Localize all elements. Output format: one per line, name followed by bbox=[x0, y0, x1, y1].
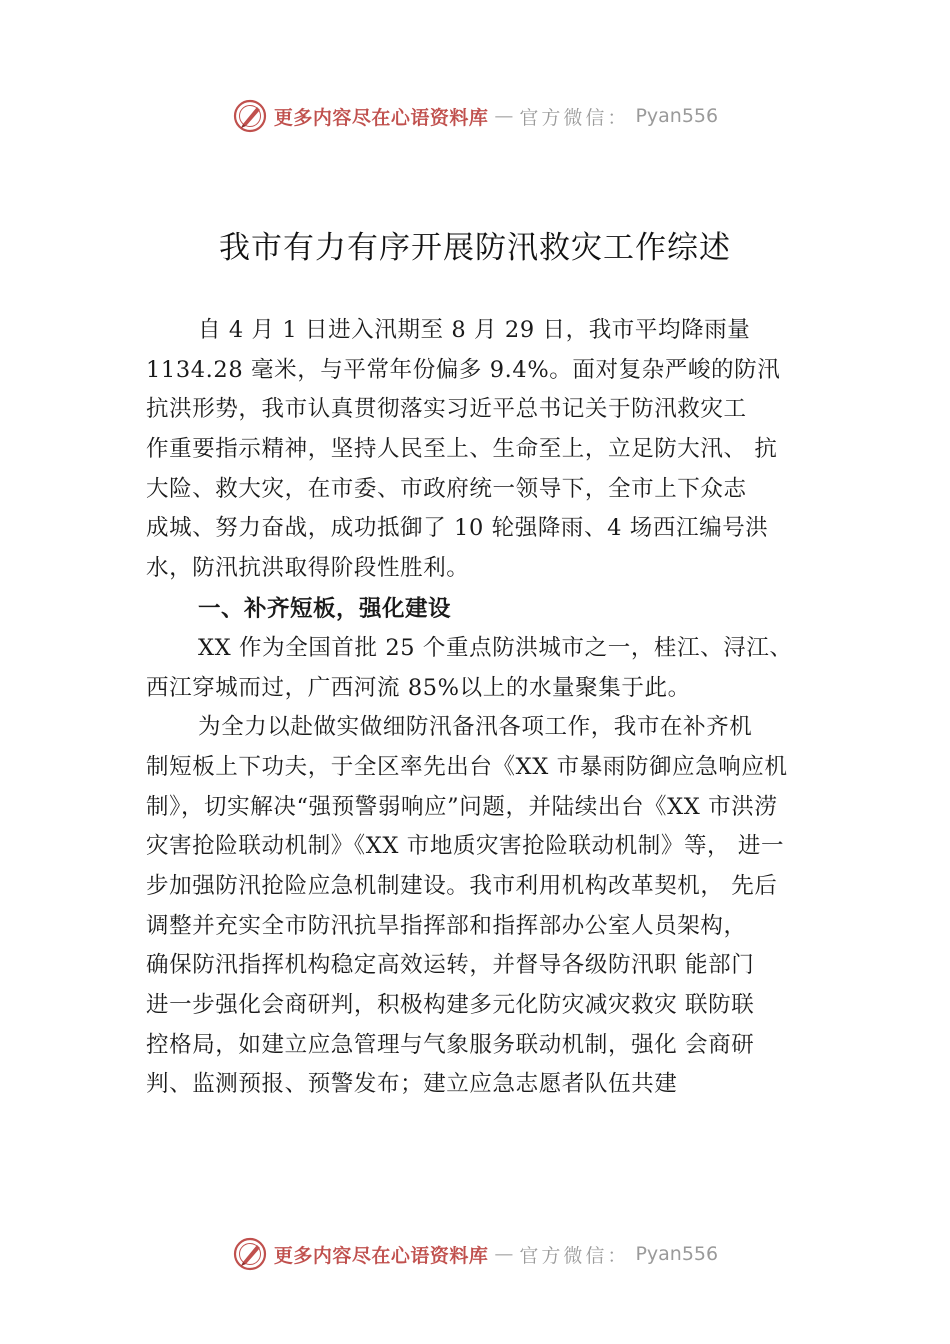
paragraph-line: 水，防汛抗洪取得阶段性胜利。 bbox=[146, 555, 470, 582]
watermark-banner-top bbox=[0, 96, 950, 136]
paragraph-line: 作重要指示精神，坚持人民至上、生命至上，立足防大汛、 抗 bbox=[146, 436, 778, 463]
paragraph-line: 灾害抢险联动机制》《XX 市地质灾害抢险联动机制》等， 进一 bbox=[146, 833, 785, 860]
paragraph-line: 1134.28 毫米，与平常年份偏多 9.4%。面对复杂严峻的防汛 bbox=[146, 356, 781, 383]
page-title: 我市有力有序开展防汛救灾工作综述 bbox=[219, 230, 731, 266]
pen-seal-logo-icon bbox=[232, 1236, 268, 1272]
banner-wechat-id: Pyan556 bbox=[635, 1243, 719, 1265]
banner-wechat-id: Pyan556 bbox=[635, 105, 719, 127]
paragraph-line: 确保防汛指挥机构稳定高效运转，并督导各级防汛职 能部门 bbox=[146, 952, 755, 979]
paragraph-line: 步加强防汛抢险应急机制建设。我市利用机构改革契机， 先后 bbox=[146, 872, 778, 899]
paragraph-line: 西江穿城而过，广西河流 85%以上的水量聚集于此。 bbox=[146, 674, 691, 701]
paragraph-line: 为全力以赴做实做细防汛备汛各项工作，我市在补齐机 bbox=[198, 714, 753, 741]
paragraph-line: 制》，切实解决“强预警弱响应”问题，并陆续出台《XX 市洪涝 bbox=[146, 793, 778, 820]
paragraph-line: 调整并充实全市防汛抗旱指挥部和指挥部办公室人员架构， bbox=[146, 912, 747, 939]
paragraph-line: 大险、救大灾，在市委、市政府统一领导下，全市上下众志 bbox=[146, 475, 747, 502]
paragraph-line: XX 作为全国首批 25 个重点防洪城市之一，桂江、浔江、 bbox=[198, 634, 793, 661]
banner-separator: — bbox=[494, 1243, 514, 1265]
paragraph-line: 抗洪形势，我市认真贯彻落实习近平总书记关于防汛救灾工 bbox=[146, 396, 747, 423]
banner-separator: — bbox=[494, 105, 514, 127]
paragraph-line: 制短板上下功夫，于全区率先出台《XX 市暴雨防御应急响应机 bbox=[146, 753, 788, 780]
paragraph-line: 控格局，如建立应急管理与气象服务联动机制，强化 会商研 bbox=[146, 1031, 755, 1058]
banner-wechat-label: 官方微信： bbox=[519, 106, 630, 129]
paragraph-line: 判、监测预报、预警发布；建立应急志愿者队伍共建 bbox=[146, 1071, 678, 1098]
banner-wechat-label: 官方微信： bbox=[519, 1244, 630, 1267]
paragraph-line: 自 4 月 1 日进入汛期至 8 月 29 日，我市平均降雨量 bbox=[198, 317, 751, 343]
paragraph-line: 成城、努力奋战，成功抵御了 10 轮强降雨、4 场西江编号洪 bbox=[146, 515, 769, 542]
section-heading: 一、补齐短板，强化建设 bbox=[198, 595, 452, 622]
document-body bbox=[146, 311, 832, 1105]
watermark-banner-bottom bbox=[0, 1234, 950, 1274]
pen-seal-logo-icon bbox=[232, 98, 268, 134]
paragraph-line: 进一步强化会商研判，积极构建多元化防灾减灾救灾 联防联 bbox=[146, 992, 755, 1018]
banner-promo-text: 更多内容尽在心语资料库 bbox=[273, 106, 489, 129]
banner-promo-text: 更多内容尽在心语资料库 bbox=[273, 1244, 489, 1267]
